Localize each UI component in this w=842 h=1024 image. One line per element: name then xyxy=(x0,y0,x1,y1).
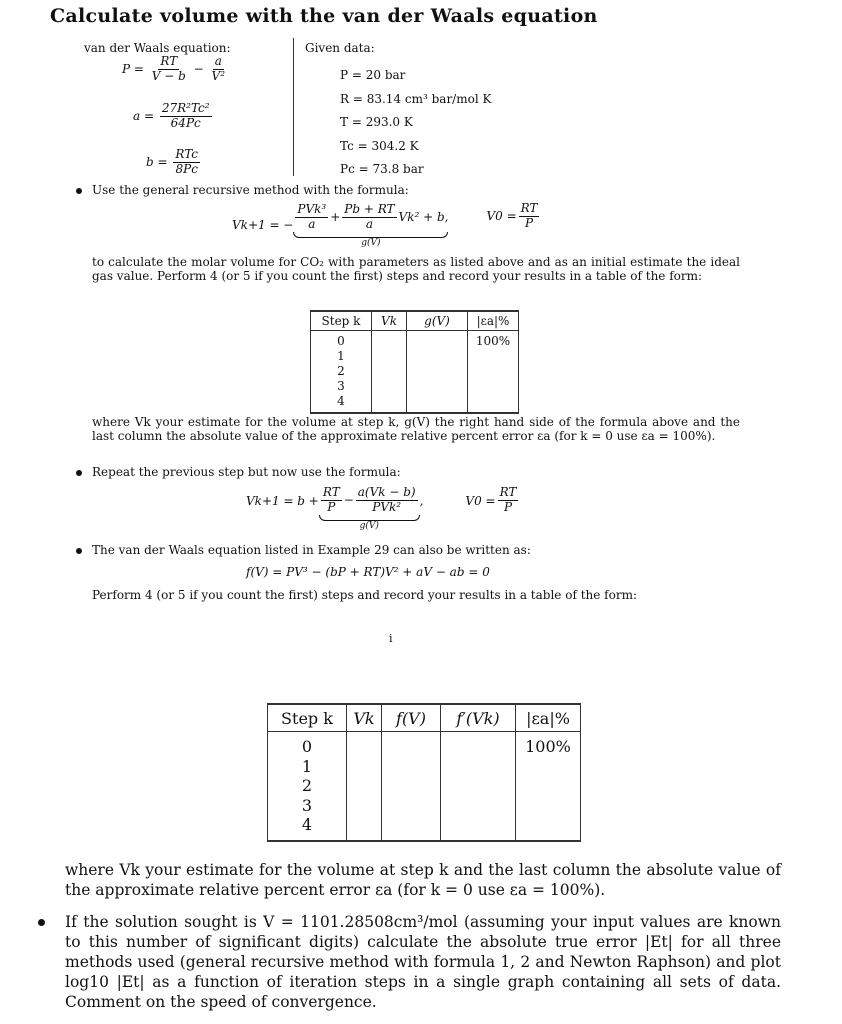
cubic-equation: f(V) = PV³ − (bP + RT)V² + aV − ab = 0 xyxy=(246,565,490,579)
den: a xyxy=(365,216,373,231)
lhs: P = xyxy=(122,61,144,76)
col-step: Step k xyxy=(311,311,372,331)
num: RT xyxy=(520,201,538,215)
num: RT xyxy=(322,485,340,499)
num: 27R²Tc² xyxy=(161,101,210,115)
col-fprime: f′(Vk) xyxy=(441,704,516,732)
col-vk: Vk xyxy=(347,704,382,732)
vdw-equation xyxy=(122,55,229,84)
error-cell: 100% xyxy=(468,331,519,414)
recursive-formula-1 xyxy=(232,203,541,248)
num: RTc xyxy=(175,147,199,161)
step: 4 xyxy=(337,394,345,408)
num: PVk³ xyxy=(297,202,327,216)
step: 2 xyxy=(301,776,313,795)
den: P xyxy=(503,499,513,514)
num: RT xyxy=(160,54,178,68)
lhs: Vk+1 = − xyxy=(232,218,294,233)
bullet-icon xyxy=(38,919,45,926)
where-paragraph-1: where Vk your estimate for the volume at step k, g(V) the right hand side of the formula above and the last column the absolute value of the approximate relative percent error εa (for k = 0 use εa = 100%). xyxy=(92,415,740,443)
error-cell: 100% xyxy=(516,732,581,841)
bullet-icon xyxy=(76,188,82,194)
bullet1-paragraph: to calculate the molar volume for CO₂ with parameters as listed above and as an initial estimate the ideal gas value. Perform 4 (or 5 if you count the first) steps and record your results in a table of the form: xyxy=(92,255,740,283)
num: a xyxy=(214,54,222,68)
den: V² xyxy=(211,68,226,83)
num: a(Vk − b) xyxy=(357,485,416,499)
num: RT xyxy=(499,485,517,499)
den: 8Pc xyxy=(175,161,198,176)
step: 1 xyxy=(337,349,345,363)
bullet3-text: The van der Waals equation listed in Example 29 can also be written as: xyxy=(92,543,531,557)
step: 0 xyxy=(337,334,345,348)
step: 3 xyxy=(301,795,313,815)
divider xyxy=(293,38,294,176)
brace-label: g(V) xyxy=(361,237,381,248)
den: 64Pc xyxy=(170,115,201,130)
col-error: |εa|% xyxy=(468,311,519,331)
comma: , xyxy=(419,494,424,508)
step: 0 xyxy=(301,737,313,756)
lhs: a = xyxy=(133,108,155,123)
den: a xyxy=(308,216,316,231)
den: P xyxy=(525,215,534,230)
given-t: T = 293.0 K xyxy=(340,115,413,129)
given-p: P = 20 bar xyxy=(340,68,406,82)
bullet-icon xyxy=(76,548,82,554)
col-gv: g(V) xyxy=(407,311,468,331)
col-fv: f(V) xyxy=(382,704,441,732)
bullet-icon xyxy=(76,470,82,476)
bullet1-text: Use the general recursive method with the formula: xyxy=(92,183,409,197)
where-paragraph-2: where Vk your estimate for the volume at step k and the last column the absolute value of the approximate relative percent error εa (for k = 0 use εa = 100%). xyxy=(65,861,781,899)
den: V − b xyxy=(151,68,186,83)
g-brace-group xyxy=(319,486,420,531)
bullet4-paragraph: If the solution sought is V = 1101.28508cm³/mol (assuming your input values are known to this number of significant digits) calculate the absolute true error |Et| for all three methods used (general recursive method with formula 1, 2 and Newton Raphson) and plot log10 |Et| as a function of iteration steps in a single graph containing all sets of data. Comment on the speed of convergence. xyxy=(65,913,781,1011)
a-equation xyxy=(133,102,214,131)
brace-label: g(V) xyxy=(359,520,379,531)
recursive-formula-2 xyxy=(246,486,520,531)
g-brace-group xyxy=(293,203,448,248)
results-table-2 xyxy=(267,703,581,842)
bullet3-paragraph: Perform 4 (or 5 if you count the first) steps and record your results in a table of the form: xyxy=(92,588,637,602)
lhs: b = xyxy=(146,154,168,169)
op: − xyxy=(193,61,204,76)
page-title: Calculate volume with the van der Waals equation xyxy=(50,5,598,27)
lhs: Vk+1 = b + xyxy=(246,494,319,508)
step: 2 xyxy=(337,364,345,378)
given-list xyxy=(340,64,491,182)
given-tc: Tc = 304.2 K xyxy=(340,138,419,153)
op: − xyxy=(343,493,354,508)
given-heading: Given data: xyxy=(305,41,375,55)
given-pc: Pc = 73.8 bar xyxy=(340,162,424,176)
col-step: Step k xyxy=(268,704,347,732)
step: 3 xyxy=(337,379,345,393)
v0-lhs: V0 = xyxy=(486,209,517,224)
den: PVk² xyxy=(372,499,402,514)
stray-mark: i xyxy=(389,632,393,645)
col-error: |εa|% xyxy=(516,704,581,732)
bullet2-text: Repeat the previous step but now use the formula: xyxy=(92,465,401,479)
op: + xyxy=(330,210,341,225)
col-vk: Vk xyxy=(372,311,407,331)
num: Pb + RT xyxy=(344,202,395,216)
results-table-1 xyxy=(310,310,519,414)
tail: Vk² + b, xyxy=(398,210,449,225)
given-r: R = 83.14 cm³ bar/mol K xyxy=(340,91,492,106)
vdw-heading: van der Waals equation: xyxy=(84,41,231,55)
step: 4 xyxy=(301,815,313,834)
v0-lhs: V0 = xyxy=(465,494,496,508)
step: 1 xyxy=(301,756,313,776)
den: P xyxy=(327,499,336,514)
b-equation xyxy=(146,148,202,177)
